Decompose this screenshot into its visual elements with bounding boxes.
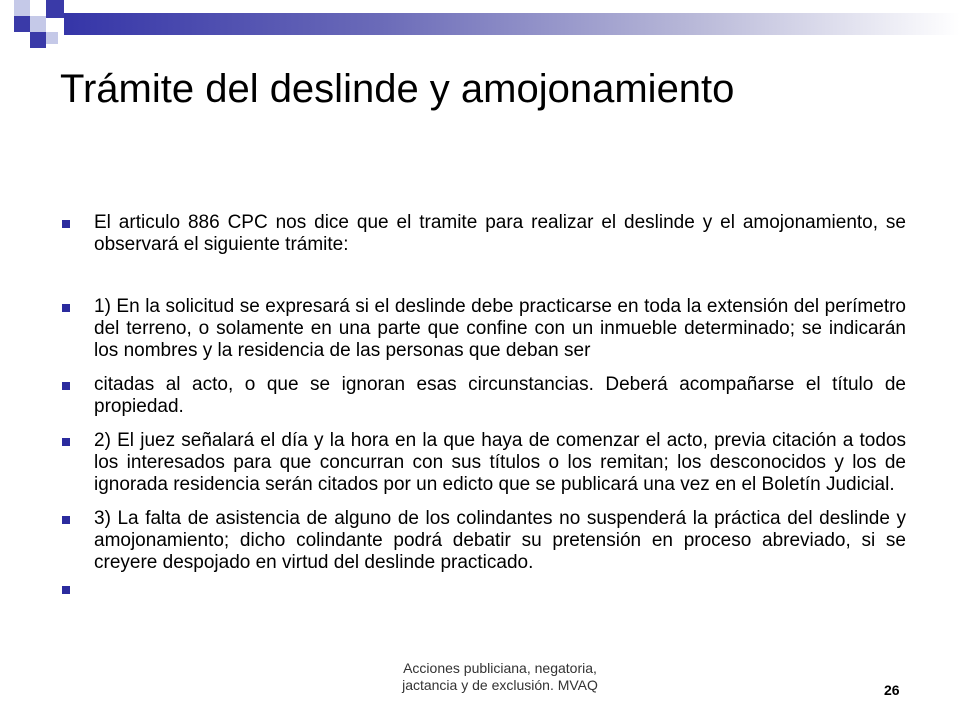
footer-caption: [370, 660, 630, 694]
bullet-icon: [62, 304, 70, 312]
bullet-icon: [62, 586, 70, 594]
bullet-list: [58, 212, 906, 600]
list-item: [58, 212, 906, 256]
list-item-text: 2) El juez señalará el día y la hora en la que haya de comenzar el acto, previa citación a todos los interesados para que concurran con sus títulos o los remitan; los desconocidos y los de ignorada residencia serán citados por un edicto que se publicará una vez en el Boletín Judicial.: [94, 430, 906, 495]
decor-square: [14, 0, 30, 16]
list-item-text: 1) En la solicitud se expresará si el deslinde debe practicarse en toda la extensión del perímetro del terreno, o solamente en una parte que confine con un inmueble determinado; se indicarán los nombres y la residencia de las personas que deban ser: [94, 296, 906, 361]
list-item: [58, 374, 906, 418]
bullet-icon: [62, 382, 70, 390]
decor-square: [30, 0, 46, 16]
footer-line: jactancia y de exclusión. MVAQ: [402, 677, 598, 693]
decor-square: [14, 16, 30, 32]
footer-line: Acciones publiciana, negatoria,: [403, 660, 597, 676]
list-item-text: El articulo 886 CPC nos dice que el tramite para realizar el deslinde y el amojonamiento, se observará el siguiente trámite:: [94, 212, 906, 255]
bullet-icon: [62, 516, 70, 524]
decor-square: [30, 16, 46, 32]
bullet-icon: [62, 220, 70, 228]
list-item: [58, 430, 906, 496]
decor-square: [30, 32, 46, 48]
list-item-text: citadas al acto, o que se ignoran esas circunstancias. Deberá acompañarse el título de propiedad.: [94, 374, 906, 417]
slide-title: Trámite del deslinde y amojonamiento: [60, 67, 735, 111]
list-item-text: 3) La falta de asistencia de alguno de los colindantes no suspenderá la práctica del deslinde y amojonamiento; dicho colindante podrá debatir su pretensión en proceso abreviado, si se creyere despojado en virtud del deslinde practicado.: [94, 508, 906, 573]
list-item-empty: [58, 578, 906, 600]
bullet-icon: [62, 438, 70, 446]
top-gradient-bar: [64, 13, 960, 35]
list-item: [58, 508, 906, 574]
decor-square: [46, 32, 58, 44]
list-item: [58, 296, 906, 362]
decor-square: [46, 0, 64, 18]
page-number: 26: [884, 682, 900, 698]
